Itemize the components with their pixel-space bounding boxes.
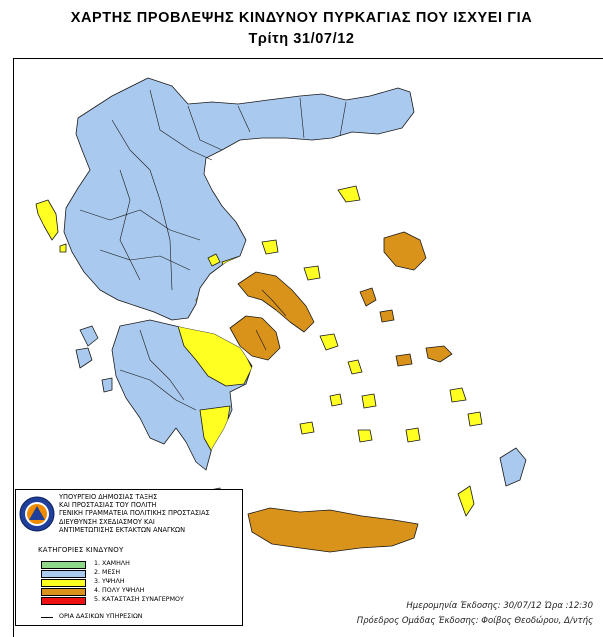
island-tilos [468,412,482,426]
issue-chair: Πρόεδρος Ομάδας Έκδοσης: Φοίβος Θεοδώρου, Δ/ντής [356,616,593,626]
island-tinos [348,360,362,374]
boundary-label: ΟΡΙΑ ΔΑΣΙΚΩΝ ΥΠΗΡΕΣΙΩΝ [59,613,143,620]
island-paros [330,394,342,406]
island-ikaria [426,346,452,362]
island-zakynthos [102,378,112,392]
island-amorgos [406,428,420,442]
issue-date: Ημερομηνία Έκδοσης: 30/07/12 Ώρα :12:30 [406,601,593,611]
island-chios [360,288,376,306]
civil-protection-logo-icon [19,494,55,534]
island-psara [380,310,394,322]
island-corfu [36,200,58,240]
category-swatch [41,579,86,587]
ministry-line: ΚΑΙ ΠΡΟΣΤΑΣΙΑΣ ΤΟΥ ΠΟΛΙΤΗ [59,501,157,510]
island-andros [320,334,338,350]
title-date: Τρίτη 31/07/12 [248,31,355,47]
island-crete [248,508,418,552]
island-kos [450,388,466,402]
categories-title: ΚΑΤΗΓΟΡΙΕΣ ΚΙΝΔΥΝΟΥ [38,546,124,554]
island-naxos [362,394,376,408]
ministry-text [59,493,210,534]
category-swatch [41,561,86,569]
category-label: 5. ΚΑΤΑΣΤΑΣΗ ΣΥΝΑΓΕΡΜΟΥ [94,596,184,603]
island-skyros [304,266,320,280]
ministry-line: ΑΝΤΙΜΕΤΩΠΙΣΗΣ ΕΚΤΑΚΤΩΝ ΑΝΑΓΚΩΝ [59,525,185,534]
boundary-line [41,617,53,618]
island-lesvos [384,232,426,270]
island-ios [358,430,372,442]
ministry-line: ΔΙΕΥΘΥΝΣΗ ΣΧΕΔΙΑΣΜΟΥ ΚΑΙ [59,517,155,526]
island-skopelos [262,240,278,254]
legend-box [15,489,243,626]
region-peloponnese [112,320,252,470]
category-label: 1. ΧΑΜΗΛΗ [94,560,130,567]
ministry-line: ΓΕΝΙΚΗ ΓΡΑΜΜΑΤΕΙΑ ΠΟΛΙΤΙΚΗΣ ΠΡΟΣΤΑΣΙΑΣ [59,509,210,518]
island-thasos [338,186,360,202]
category-label: 2. ΜΕΣΗ [94,569,121,576]
island-paxoi [60,244,66,252]
category-swatch [41,588,86,596]
island-samos [396,354,412,366]
ministry-line: ΥΠΟΥΡΓΕΙΟ ΔΗΜΟΣΙΑΣ ΤΑΞΗΣ [59,493,158,501]
category-swatch [41,597,86,605]
island-milos [300,422,314,434]
island-lefkada [80,326,98,346]
island-karpathos [458,486,474,516]
island-rhodes [500,448,526,486]
category-label: 3. ΥΨΗΛΗ [94,578,125,585]
category-label: 4. ΠΟΛΥ ΥΨΗΛΗ [94,587,145,594]
category-swatch [41,570,86,578]
title-line: ΧΑΡΤΗΣ ΠΡΟΒΛΕΨΗΣ ΚΙΝΔΥΝΟΥ ΠΥΡΚΑΓΙΑΣ ΠΟΥ ΙΣΧΥΕΙ ΓΙΑ [70,10,533,26]
island-kefalonia [76,348,92,368]
